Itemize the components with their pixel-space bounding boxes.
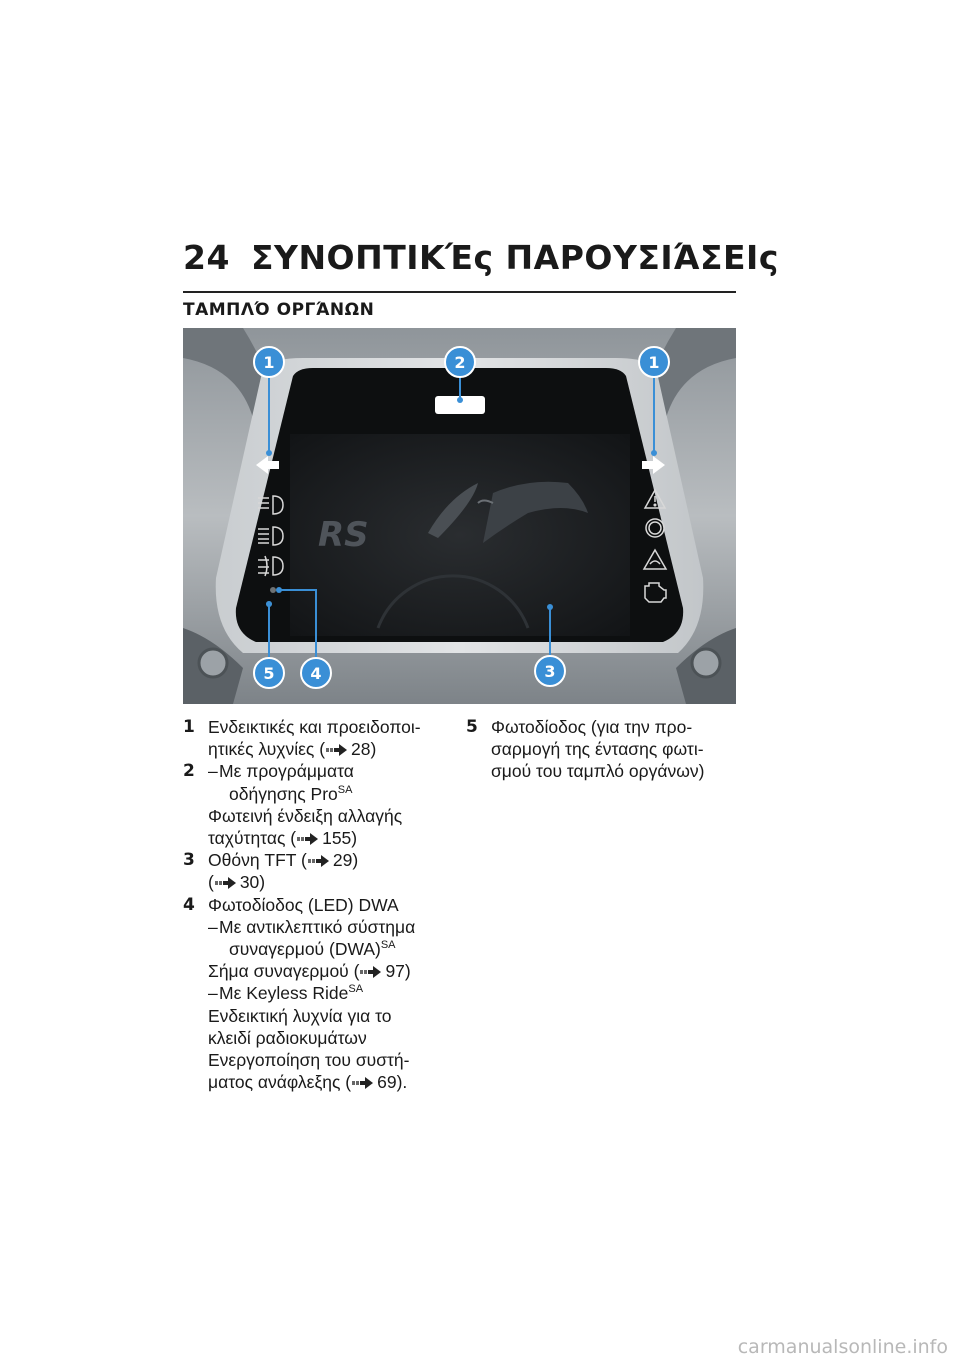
page-header: [183, 238, 779, 277]
legend-text: Ενδεικτικές και προειδοποι-: [208, 717, 421, 737]
svg-text:3: 3: [544, 662, 556, 681]
legend-text: ητικές λυχνίες ( 28): [208, 739, 377, 760]
svg-text:5: 5: [263, 664, 275, 683]
legend-text: κλειδί ραδιοκυμάτων: [208, 1027, 367, 1048]
legend-text: Φωτεινή ένδειξη αλλαγής: [208, 805, 403, 826]
page-reference-arrow-icon: [326, 744, 348, 756]
legend-text: οδήγησης Pro$^{SA}$: [229, 783, 353, 804]
legend-text: –Με αντικλεπτικό σύστημα: [208, 916, 416, 937]
legend-text: –Με Keyless Ride$^{SA}$: [208, 983, 364, 1004]
svg-text:1: 1: [648, 353, 660, 372]
legend-item-3: [183, 849, 448, 893]
svg-text:RS: RS: [318, 515, 369, 555]
legend-item-1: [183, 716, 448, 760]
watermark: carmanualsonline.info: [737, 1336, 948, 1358]
legend-text: Σήμα συναγερμού ( 97): [208, 961, 411, 982]
page-reference-arrow-icon: [215, 877, 237, 889]
legend-text: Ενδεικτική λυχνία για το: [208, 1005, 392, 1026]
legend-item-5: [466, 716, 741, 783]
svg-text:1: 1: [263, 353, 275, 372]
legend-item-4: [183, 894, 448, 1094]
legend-text: ( 30): [208, 872, 266, 893]
svg-text:4: 4: [310, 664, 322, 683]
legend-number: 1: [183, 717, 195, 737]
legend-number: 3: [183, 850, 195, 871]
legend-left-column: [183, 716, 448, 1093]
legend-text: Οθόνη TFT ( 29): [208, 850, 359, 871]
legend-text: συναγερμού (DWA)$^{SA}$: [229, 939, 396, 960]
page-reference-arrow-icon: [360, 966, 382, 978]
legend-number: 2: [183, 761, 195, 782]
header-rule: [183, 291, 736, 293]
page-number: 24: [183, 238, 230, 277]
svg-text:2: 2: [454, 353, 466, 372]
legend-text: Φωτοδίοδος (LED) DWA: [208, 894, 399, 915]
section-title: ΤΑΜΠΛΌ ΟΡΓΆΝΩΝ: [183, 300, 375, 320]
legend-right-column: [466, 716, 741, 783]
legend-text: –Με προγράμματα: [208, 761, 354, 782]
legend-text: ματος ανάφλεξης ( 69).: [208, 1072, 408, 1093]
legend-text: Φωτοδίοδος (για την προ-: [491, 717, 693, 737]
legend-number: 4: [183, 894, 195, 915]
legend-text: ταχύτητας ( 155): [208, 828, 358, 849]
instrument-cluster-figure: [183, 328, 736, 704]
legend-text: σμού του ταμπλό οργάνων): [491, 761, 705, 782]
page-reference-arrow-icon: [308, 855, 330, 867]
legend-text: Ενεργοποίηση του συστή-: [208, 1050, 410, 1071]
page-reference-arrow-icon: [297, 833, 319, 845]
legend-text: σαρμογή της έντασης φωτι-: [491, 739, 704, 760]
legend-number: 5: [466, 717, 478, 737]
page-reference-arrow-icon: [352, 1077, 374, 1089]
chapter-title: ΣΥΝΟΠΤΙΚΈς ΠΑΡΟΥΣΙΆΣΕΙς: [251, 238, 779, 277]
legend-item-2: [183, 760, 448, 849]
